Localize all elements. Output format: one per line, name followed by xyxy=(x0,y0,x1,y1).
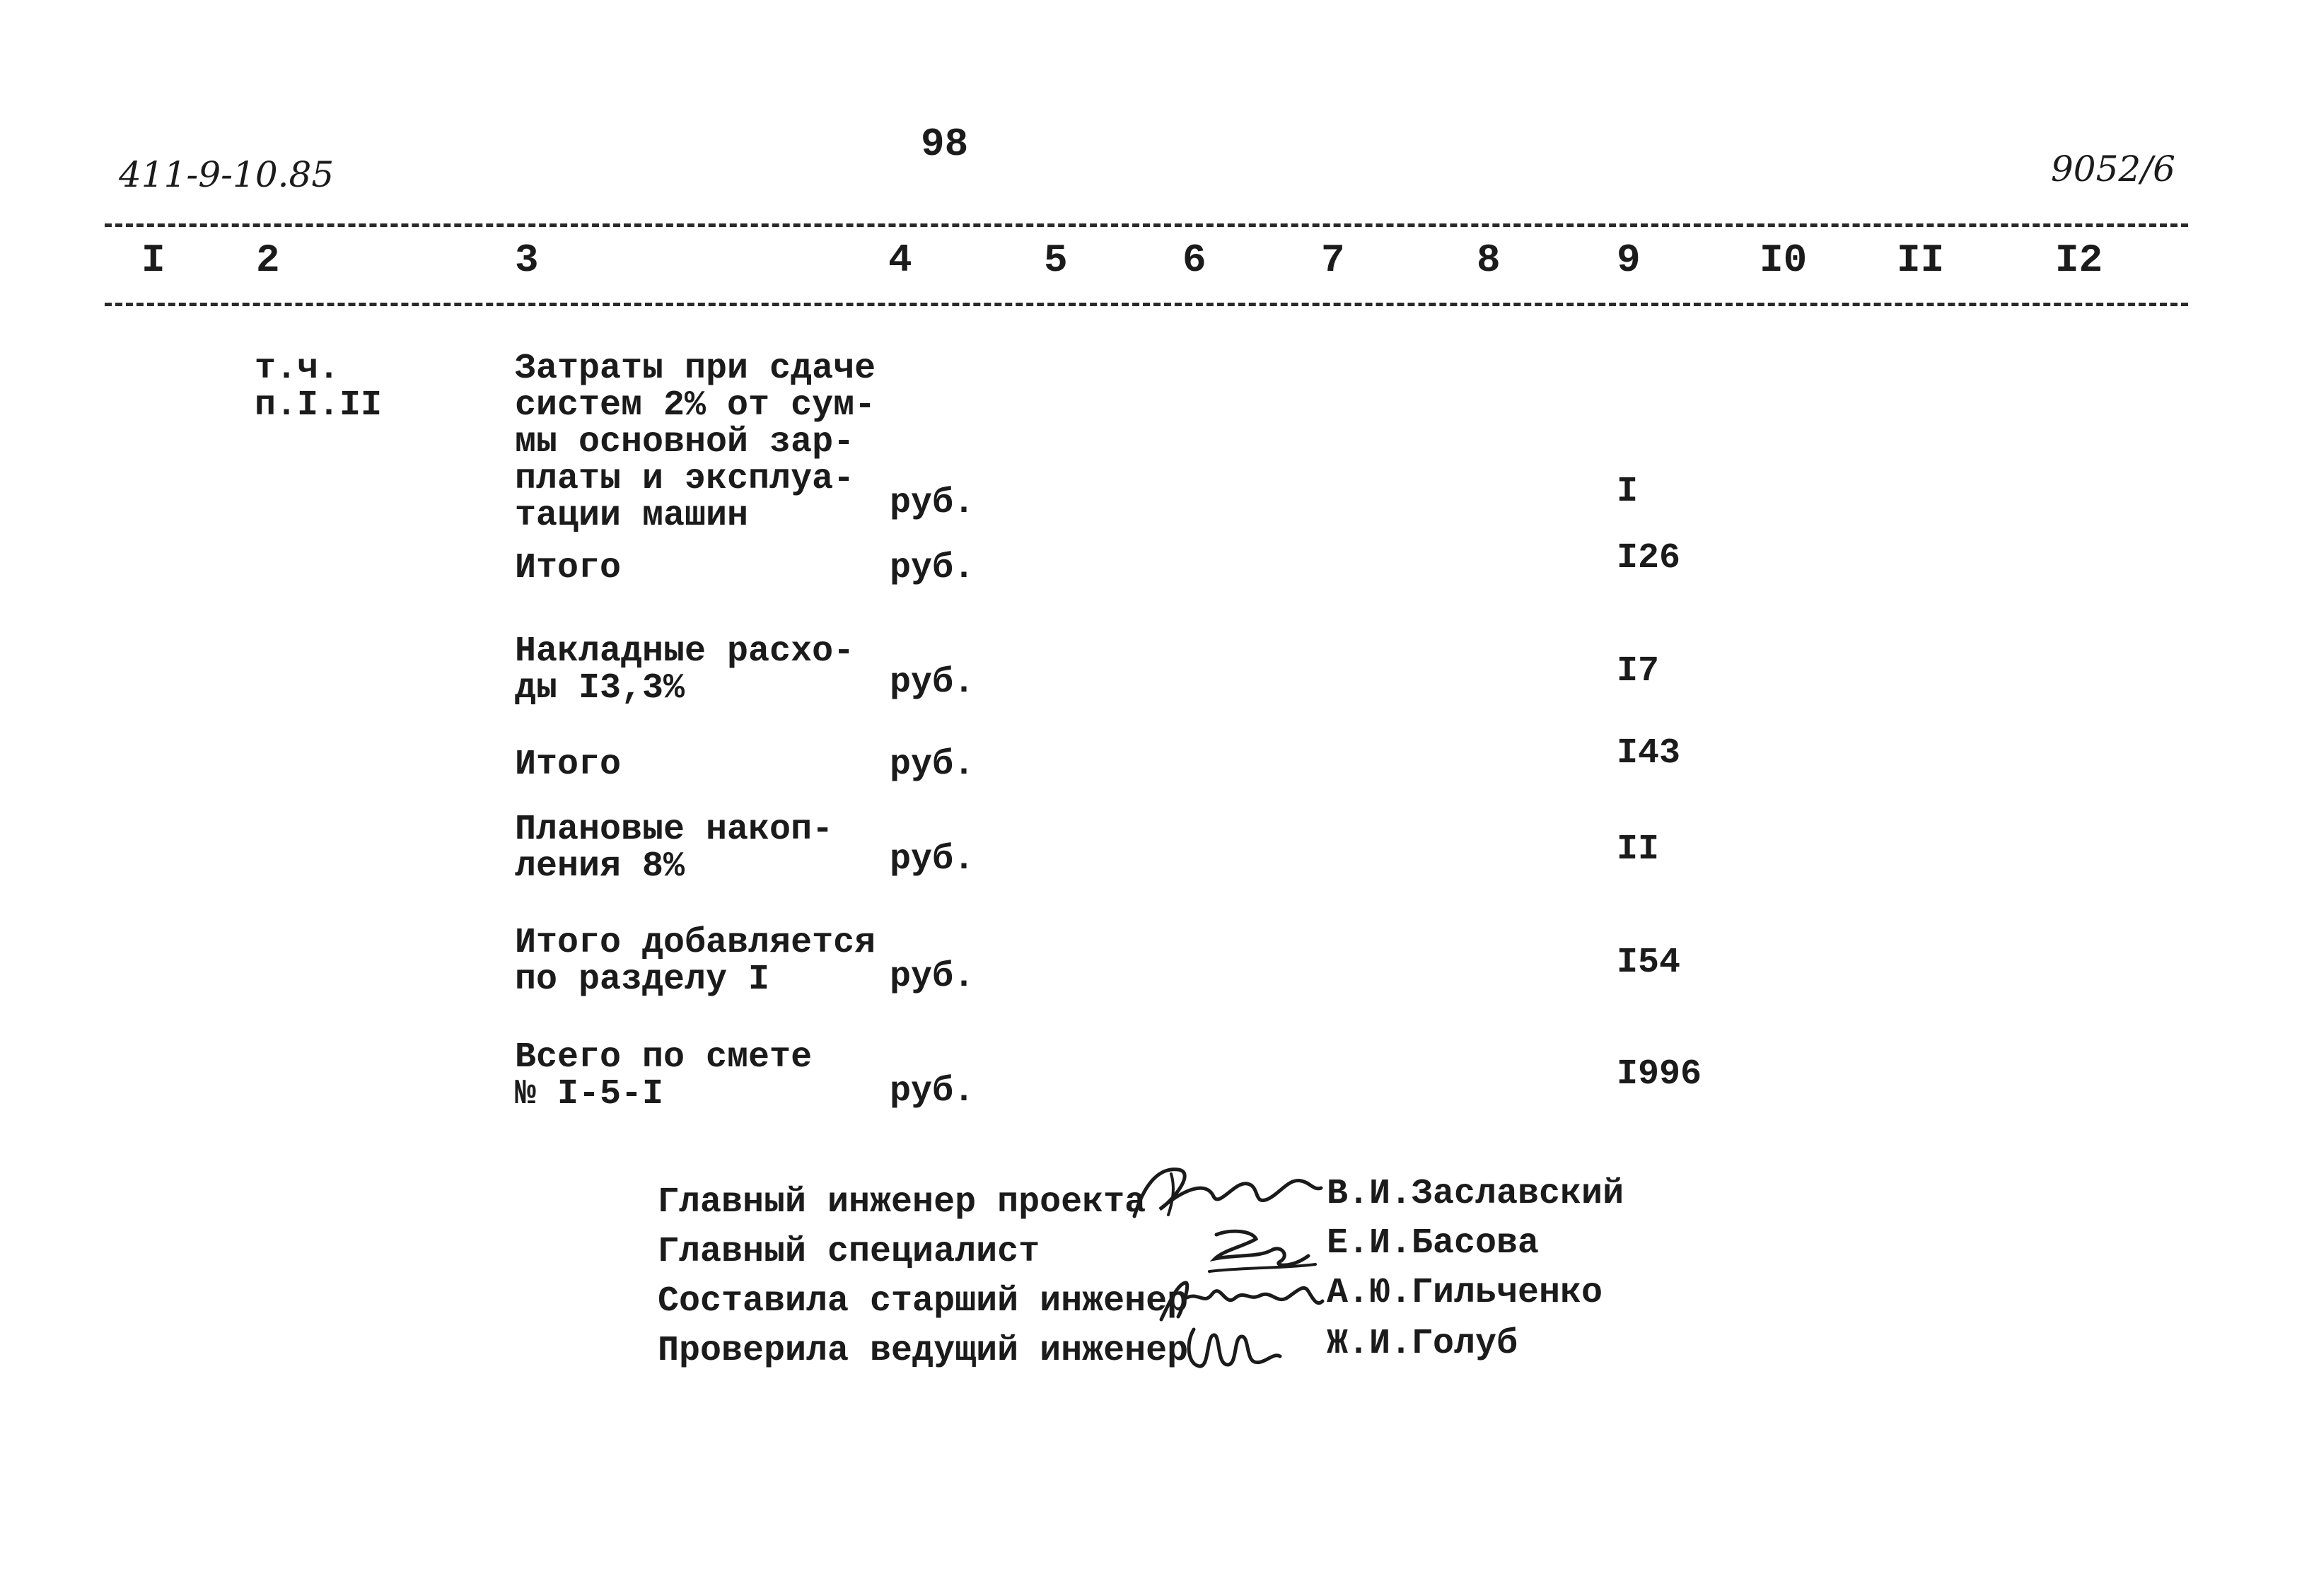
row-7-value: I996 xyxy=(1617,1054,1702,1095)
row-1-reference: т.ч. п.I.II xyxy=(255,349,383,426)
row-3-value: I7 xyxy=(1617,651,1660,692)
column-number-8: 8 xyxy=(1477,238,1501,283)
column-number-7: 7 xyxy=(1321,238,1345,283)
row-1-value: I xyxy=(1617,472,1639,512)
row-1-description: Затраты при сдаче систем 2% от сум- мы основной зар- платы и эксплуа- тации машин xyxy=(515,349,876,536)
signature-role-1: Главный инженер проекта xyxy=(658,1182,1146,1223)
signature-name-2: Е.И.Басова xyxy=(1327,1223,1540,1264)
document-code: 411-9-10.85 xyxy=(119,154,335,195)
row-7-unit: руб. xyxy=(890,1071,975,1112)
row-5-unit: руб. xyxy=(890,839,975,880)
row-2-value: I26 xyxy=(1617,538,1681,578)
column-number-2: 2 xyxy=(256,238,280,283)
header-bottom-rule xyxy=(105,303,2188,306)
column-number-9: 9 xyxy=(1617,238,1641,283)
row-3-description: Накладные расхо- ды I3,3% xyxy=(515,631,855,709)
column-number-1: I xyxy=(141,238,165,283)
row-7-description: Всего по смете № I-5-I xyxy=(515,1037,813,1114)
handwritten-signature-1 xyxy=(1129,1160,1327,1225)
row-6-value: I54 xyxy=(1617,943,1681,983)
handwritten-signature-4 xyxy=(1181,1315,1287,1376)
column-number-12: I2 xyxy=(2055,238,2103,283)
signature-role-2: Главный специалист xyxy=(658,1232,1040,1272)
reference-number: 9052/6 xyxy=(2051,148,2175,190)
signature-name-1: В.И.Заславский xyxy=(1327,1174,1624,1214)
row-2-description: Итого xyxy=(515,548,622,588)
column-number-3: 3 xyxy=(515,238,539,283)
row-4-unit: руб. xyxy=(890,745,975,785)
row-6-description: Итого добавляется по разделу I xyxy=(515,923,876,1000)
signature-name-3: А.Ю.Гильченко xyxy=(1327,1273,1603,1313)
signature-role-3: Составила старший инженер xyxy=(658,1281,1189,1322)
row-4-value: I43 xyxy=(1617,733,1681,774)
row-5-value: II xyxy=(1617,829,1660,870)
signature-role-4: Проверила ведущий инженер xyxy=(658,1331,1189,1371)
row-2-unit: руб. xyxy=(890,548,975,588)
row-3-unit: руб. xyxy=(890,663,975,703)
page-number: 98 xyxy=(921,122,969,167)
row-4-description: Итого xyxy=(515,745,622,785)
column-number-11: II xyxy=(1897,238,1945,283)
row-6-unit: руб. xyxy=(890,957,975,997)
column-number-4: 4 xyxy=(888,238,912,283)
column-number-6: 6 xyxy=(1182,238,1206,283)
header-top-rule xyxy=(105,223,2188,227)
row-5-description: Плановые накоп- ления 8% xyxy=(515,810,834,887)
column-number-10: I0 xyxy=(1760,238,1808,283)
column-number-5: 5 xyxy=(1044,238,1068,283)
signature-name-4: Ж.И.Голуб xyxy=(1327,1324,1518,1364)
row-1-unit: руб. xyxy=(890,483,975,523)
